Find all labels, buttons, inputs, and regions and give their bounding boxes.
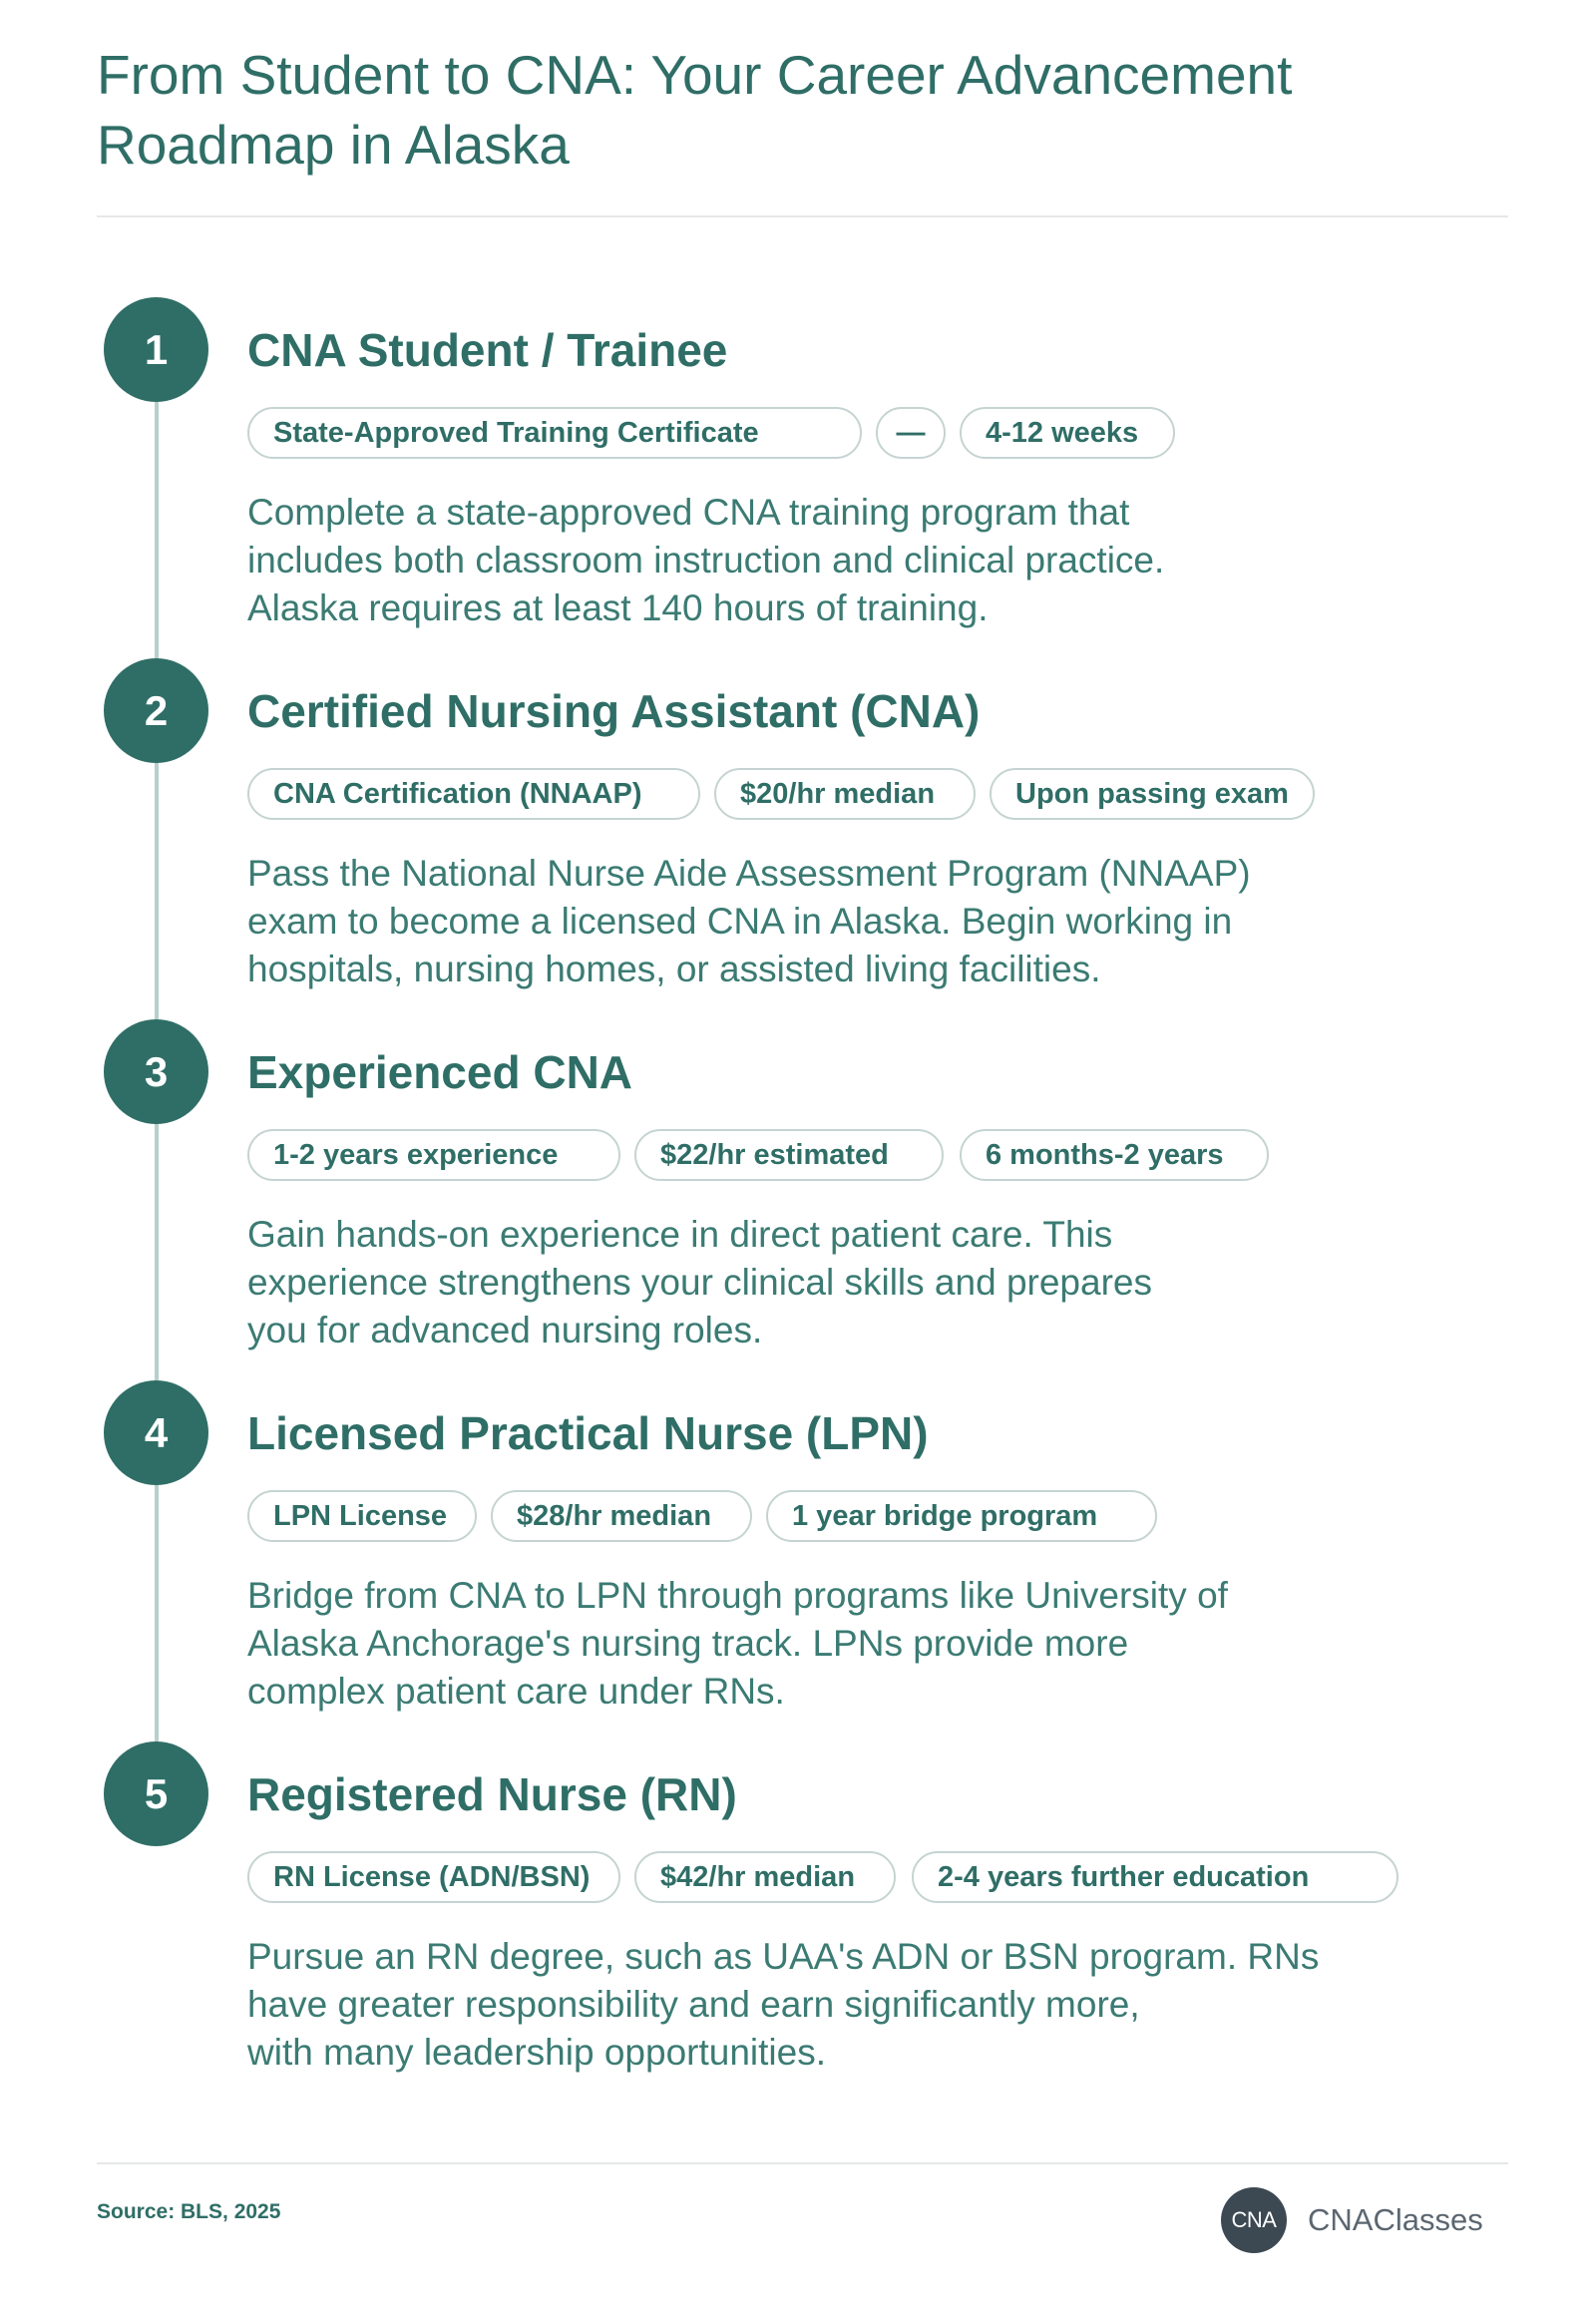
step-title: Licensed Practical Nurse (LPN) (247, 1407, 929, 1459)
cna-logo-icon: CNA (1221, 2187, 1287, 2253)
step-description (247, 1211, 1395, 1354)
credential-tag: State-Approved Training Certificate (247, 407, 862, 459)
duration-tag: 1 year bridge program (766, 1490, 1157, 1542)
brand-logo-lockup[interactable] (1221, 2187, 1508, 2253)
header-divider (97, 215, 1508, 217)
footer-divider (97, 2162, 1508, 2164)
credential-tag: 1-2 years experience (247, 1129, 620, 1181)
description-line: Bridge from CNA to LPN through programs like University of (247, 1575, 1228, 1616)
description-line: have greater responsibility and earn significantly more, (247, 1984, 1140, 2025)
step-title: Certified Nursing Assistant (CNA) (247, 685, 981, 737)
description-line: with many leadership opportunities. (247, 2032, 826, 2073)
step-description (247, 489, 1395, 632)
step-number-badge: 4 (104, 1380, 208, 1485)
description-line: exam to become a licensed CNA in Alaska. Begin working in (247, 901, 1233, 942)
source-note: Source: BLS, 2025 (97, 2200, 281, 2223)
duration-tag: Upon passing exam (990, 768, 1315, 820)
salary-tag: — (876, 407, 946, 459)
description-line: includes both classroom instruction and clinical practice. (247, 540, 1165, 580)
credential-tag: RN License (ADN/BSN) (247, 1851, 620, 1903)
step-number-badge: 2 (104, 658, 208, 763)
description-line: Alaska Anchorage's nursing track. LPNs provide more (247, 1623, 1129, 1664)
brand-name: CNAClasses (1308, 2202, 1483, 2237)
description-line: hospitals, nursing homes, or assisted living facilities. (247, 949, 1101, 989)
step-description (247, 1572, 1395, 1716)
description-line: complex patient care under RNs. (247, 1671, 785, 1712)
duration-tag: 2-4 years further education (912, 1851, 1398, 1903)
step-number-badge: 5 (104, 1741, 208, 1846)
description-line: Complete a state-approved CNA training program that (247, 492, 1130, 533)
page-title-line-1: From Student to CNA: Your Career Advancement (97, 44, 1293, 106)
salary-tag: $28/hr median (491, 1490, 752, 1542)
step-number-badge: 3 (104, 1019, 208, 1124)
credential-tag: CNA Certification (NNAAP) (247, 768, 700, 820)
description-line: Pass the National Nurse Aide Assessment Program (NNAAP) (247, 853, 1251, 894)
description-line: experience strengthens your clinical skills and prepares (247, 1262, 1152, 1303)
description-line: Pursue an RN degree, such as UAA's ADN or BSN program. RNs (247, 1936, 1320, 1977)
step-title: CNA Student / Trainee (247, 324, 728, 376)
page-title (97, 40, 1394, 180)
description-line: Alaska requires at least 140 hours of training. (247, 587, 989, 628)
page-title-line-2: Roadmap in Alaska (97, 114, 570, 176)
description-line: you for advanced nursing roles. (247, 1310, 763, 1350)
salary-tag: $20/hr median (714, 768, 976, 820)
duration-tag: 4-12 weeks (960, 407, 1175, 459)
step-title: Experienced CNA (247, 1046, 633, 1098)
step-number-badge: 1 (104, 297, 208, 402)
step-description (247, 1933, 1395, 2077)
step-title: Registered Nurse (RN) (247, 1768, 737, 1820)
step-description (247, 850, 1395, 993)
salary-tag: $42/hr median (634, 1851, 896, 1903)
salary-tag: $22/hr estimated (634, 1129, 944, 1181)
duration-tag: 6 months-2 years (960, 1129, 1269, 1181)
credential-tag: LPN License (247, 1490, 477, 1542)
description-line: Gain hands-on experience in direct patient care. This (247, 1214, 1113, 1255)
